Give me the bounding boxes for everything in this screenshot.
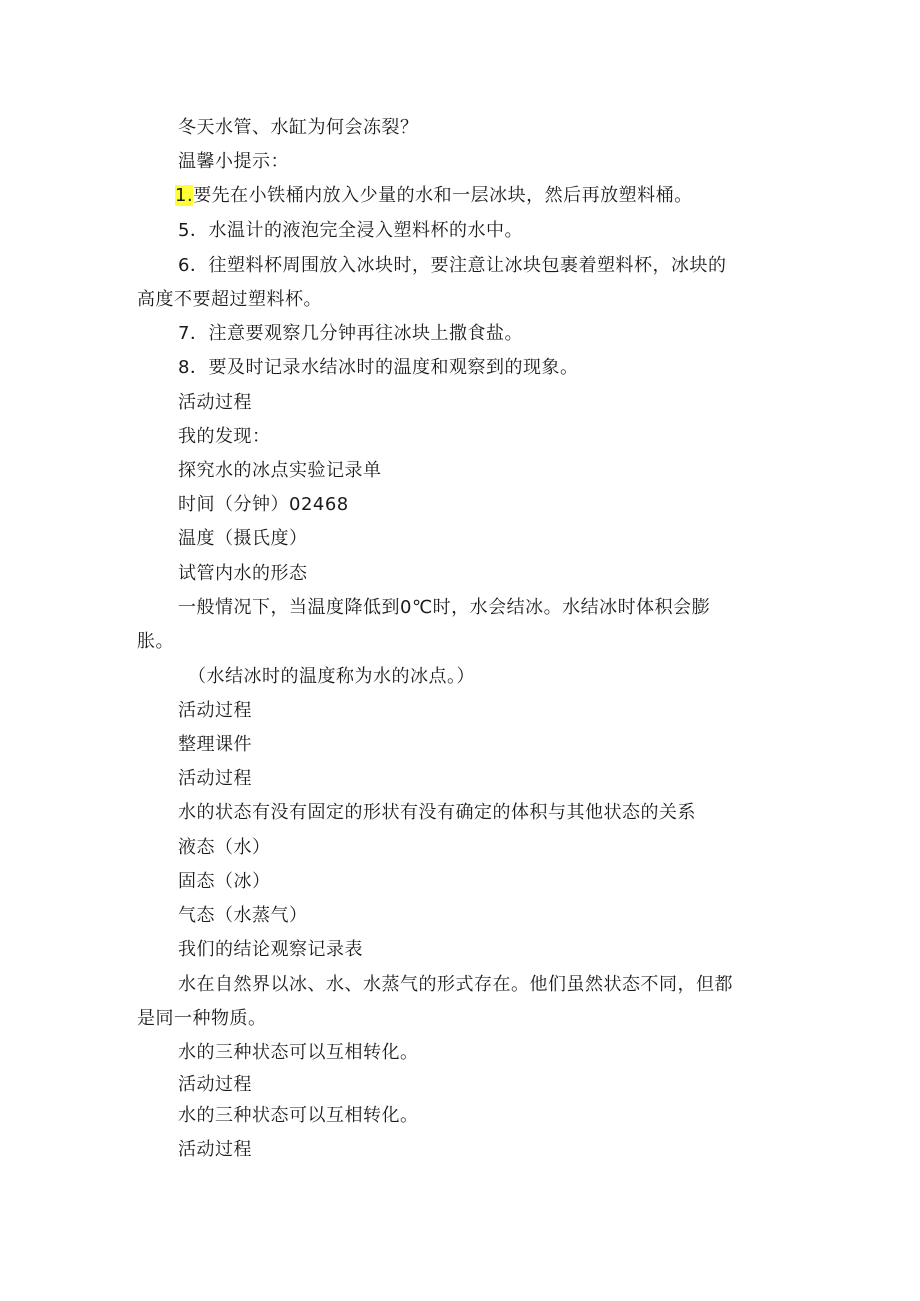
text-line: 我们的结论观察记录表 — [178, 939, 363, 960]
text-line: 6．往塑料杯周围放入冰块时，要注意让冰块包裹着塑料杯，冰块的 — [178, 255, 727, 276]
text-line: 活动过程 — [178, 1074, 252, 1095]
text-line: 试管内水的形态 — [178, 563, 308, 584]
text-line: 一般情况下，当温度降低到0℃时，水会结冰。水结冰时体积会膨 — [178, 597, 711, 618]
text-line: 水在自然界以冰、水、水蒸气的形式存在。他们虽然状态不同，但都 — [178, 974, 733, 995]
text-line: 7．注意要观察几分钟再往冰块上撒食盐。 — [178, 323, 523, 344]
text-line: 整理课件 — [178, 734, 252, 755]
text-line — [175, 184, 693, 208]
text-line: 活动过程 — [178, 700, 252, 721]
text-line: 活动过程 — [178, 1139, 252, 1160]
text-span: 要先在小铁桶内放入少量的水和一层冰块，然后再放塑料桶。 — [193, 185, 693, 206]
text-line: 胀。 — [137, 631, 174, 652]
text-line: （水结冰时的温度称为水的冰点。） — [188, 666, 475, 687]
text-line: 液态（水） — [178, 837, 271, 858]
text-line: 高度不要超过塑料杯。 — [137, 289, 322, 310]
highlighted-list-marker: 1. — [175, 185, 194, 206]
text-line: 时间（分钟）02468 — [178, 494, 349, 515]
text-line: 5．水温计的液泡完全浸入塑料杯的水中。 — [178, 220, 523, 241]
text-line: 温度（摄氏度） — [178, 528, 308, 549]
text-line: 气态（水蒸气） — [178, 905, 308, 926]
text-line: 是同一种物质。 — [137, 1008, 267, 1029]
text-line: 温馨小提示： — [178, 151, 289, 172]
text-line: 固态（冰） — [178, 871, 271, 892]
text-line: 活动过程 — [178, 392, 252, 413]
text-line: 水的三种状态可以互相转化。 — [178, 1042, 419, 1063]
text-line: 冬天水管、水缸为何会冻裂？ — [178, 117, 419, 138]
text-line: 我的发现： — [178, 426, 271, 447]
text-line: 水的状态有没有固定的形状有没有确定的体积与其他状态的关系 — [178, 802, 696, 823]
text-line: 活动过程 — [178, 768, 252, 789]
text-line: 水的三种状态可以互相转化。 — [178, 1105, 419, 1126]
text-line: 8．要及时记录水结冰时的温度和观察到的现象。 — [178, 357, 579, 378]
text-line: 探究水的冰点实验记录单 — [178, 460, 382, 481]
